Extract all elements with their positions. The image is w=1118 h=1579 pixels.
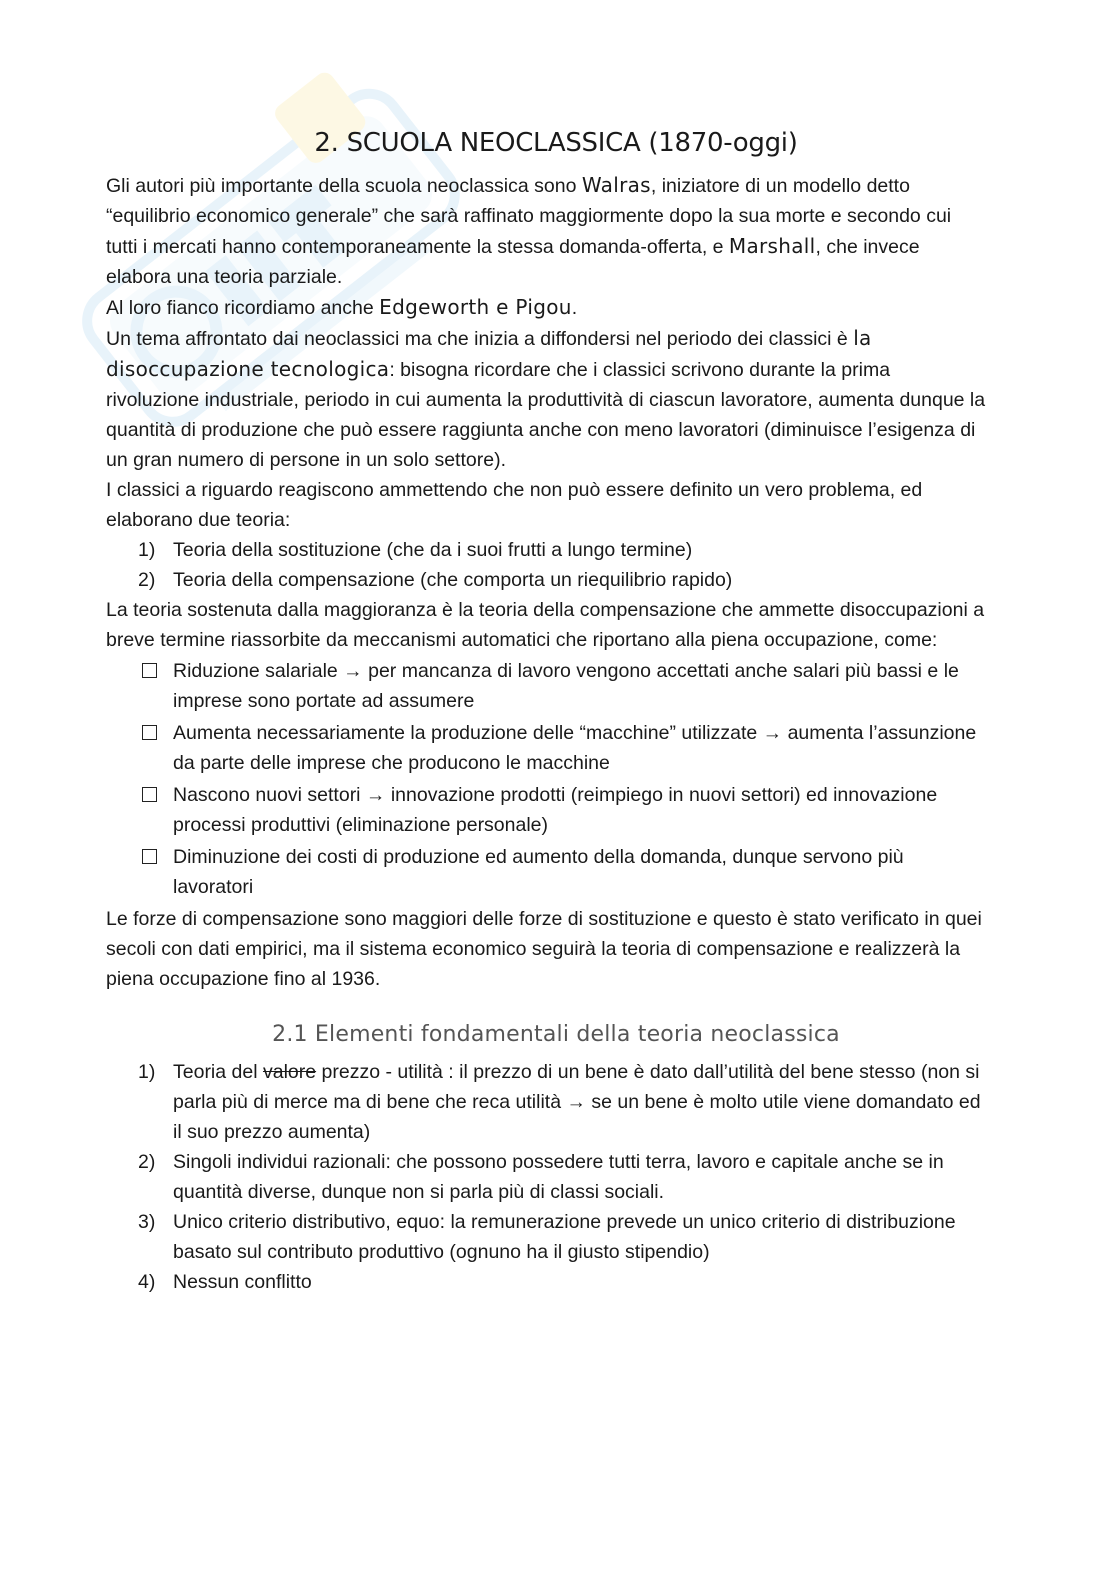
mechanisms-checklist xyxy=(106,656,986,902)
list-item: 2) Singoli individui razionali: che possono possedere tutti terra, lavoro e capitale anche se in quantità diverse, dunque non si parla più di classi sociali. xyxy=(138,1151,944,1203)
fianco-paragraph: Al loro fianco ricordiamo anche Edgeworth e Pigou. xyxy=(106,295,578,319)
intro-paragraph: Gli autori più importante della scuola neoclassica sono Walras, iniziatore di un modello detto “equilibrio economico generale” che sarà raffinato maggiormente dopo la sua morte e secondo cui tutti i mercati hanno contemporaneamente la stessa domanda-offerta, e Marshall, che invece elabora una teoria parziale. xyxy=(106,173,952,288)
term-disoccupazione-tecnologica: la disoccupazione tecnologica xyxy=(106,326,872,381)
list-item: 2) Teoria della compensazione (che comporta un riequilibrio rapido) xyxy=(138,569,733,591)
list-item: 3) Unico criterio distributivo, equo: la remunerazione prevede un unico criterio di distribuzione basato sul contributo produttivo (ognuno ha il giusto stipendio) xyxy=(138,1211,956,1263)
checklist-item: Riduzione salariale → per mancanza di lavoro vengono accettati anche salari più bassi e le imprese sono portate ad assumere xyxy=(106,656,986,716)
author-walras: Walras xyxy=(581,173,651,197)
checklist-item: Nascono nuovi settori → innovazione prodotti (reimpiego in nuovi settori) ed innovazione processi produttivi (eliminazione personale) xyxy=(106,780,986,840)
theories-list xyxy=(106,535,986,595)
maggioranza-paragraph: La teoria sostenuta dalla maggioranza è la teoria della compensazione che ammette disoccupazioni a breve termine riassorbite da meccanismi automatici che riportano alla piena occupazione, come: xyxy=(106,599,985,651)
checkbox-icon[interactable] xyxy=(142,849,157,864)
document-page xyxy=(106,128,986,1297)
checklist-item: Diminuzione dei costi di produzione ed aumento della domanda, dunque servono più lavoratori xyxy=(106,842,986,902)
checkbox-icon[interactable] xyxy=(142,725,157,740)
section-subheading: 2.1 Elementi fondamentali della teoria neoclassica xyxy=(272,1022,840,1047)
list-item: 1) Teoria del valore prezzo - utilità : il prezzo di un bene è dato dall’utilità del bene stesso (non si parla più di merce ma di bene che reca utilità → se un bene è molto utile viene domandato ed il suo prezzo aumenta) xyxy=(138,1061,981,1143)
list-item: 1) Teoria della sostituzione (che da i suoi frutti a lungo termine) xyxy=(138,539,693,561)
list-item: 4) Nessun conflitto xyxy=(138,1271,312,1293)
checkbox-icon[interactable] xyxy=(142,663,157,678)
classici-paragraph: I classici a riguardo reagiscono ammettendo che non può essere definito un vero problema, ed elaborano due teoria: xyxy=(106,479,923,531)
tema-paragraph: Un tema affrontato dai neoclassici ma che inizia a diffondersi nel periodo dei classici è la disoccupazione tecnologica: bisogna ricordare che i classici scrivono durante la prima rivoluzione industriale, periodo in cui aumenta la produttività di ciascun lavoratore, aumenta dunque la quantità di produzione che può essere raggiunta anche con meno lavoratori (diminuisce l’esigenza di un gran numero di persone in un solo settore). xyxy=(106,326,986,471)
author-marshall: Marshall xyxy=(728,234,816,258)
checklist-item: Aumenta necessariamente la produzione delle “macchine” utilizzate → aumenta l’assunzione da parte delle imprese che producono le macchine xyxy=(106,718,986,778)
page-title: 2. SCUOLA NEOCLASSICA (1870-oggi) xyxy=(314,128,798,158)
authors-edgeworth-pigou: Edgeworth e Pigou xyxy=(379,295,572,319)
struck-word: valore xyxy=(262,1061,317,1083)
checkbox-icon[interactable] xyxy=(142,787,157,802)
forze-paragraph: Le forze di compensazione sono maggiori delle forze di sostituzione e questo è stato verificato in quei secoli con dati empirici, ma il sistema economico seguirà la teoria di compensazione e realizzerà la piena occupazione fino al 1936. xyxy=(106,908,982,990)
elements-list xyxy=(106,1057,986,1297)
